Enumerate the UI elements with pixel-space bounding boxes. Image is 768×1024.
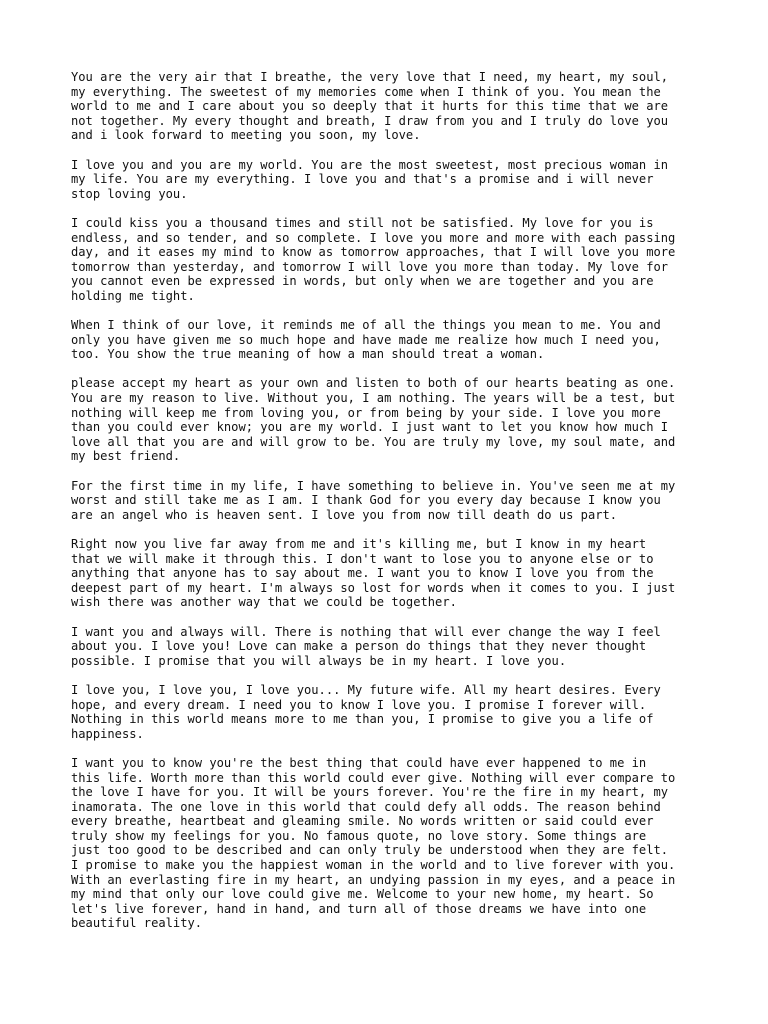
paragraph-6: For the first time in my life, I have something to believe in. You've seen me at my worst and still take me as I am. I thank God for you every day because I know you are an angel who is heaven sent. I love you from now till death do us part. (71, 478, 676, 522)
paragraph-5: please accept my heart as your own and listen to both of our hearts beating as one. You are my reason to live. Without you, I am nothing. The years will be a test, but nothing will keep me from loving you, or from being by your side. I love you more than you could ever know; you are my world. I just want to let you know how much I love all that you are and will grow to be. You are truly my love, my soul mate, and my best friend. (71, 376, 676, 464)
paragraph-3: I could kiss you a thousand times and still not be satisfied. My love for you is endless, and so tender, and so complete. I love you more and more with each passing day, and it eases my mind to know as tomorrow approaches, that I will love you more tomorrow than yesterday, and tomorrow I will love you more than today. My love for you cannot even be expressed in words, but only when we are together and you are holding me tight. (71, 215, 676, 303)
paragraph-9: I love you, I love you, I love you... My future wife. All my heart desires. Every hope, and every dream. I need you to know I love you. I promise I forever will. Nothing in this world means more to me than you, I promise to give you a life of happiness. (71, 682, 661, 741)
paragraph-10: I want you to know you're the best thing that could have ever happened to me in this life. Worth more than this world could ever give. Nothing will ever compare to the love I have for you. It will be yours forever. You're the fire in my heart, my inamorata. The one love in this world that could defy all odds. The reason behind every breathe, heartbeat and gleaming smile. No words written or said could ever truly show my feelings for you. No famous quote, no love story. Some things are just too good to be described and can only truly be understood when they are felt. I promise to make you the happiest woman in the world and to live forever with you. With an everlasting fire in my heart, an undying passion in my eyes, and a peace in my mind that only our love could give me. Welcome to your new home, my heart. So let's live forever, hand in hand, and turn all of those dreams we have into one beautiful reality. (71, 755, 676, 931)
document-page (71, 70, 711, 946)
paragraph-2: I love you and you are my world. You are the most sweetest, most precious woman in my life. You are my everything. I love you and that's a promise and i will never stop loving you. (71, 157, 669, 201)
paragraph-1: You are the very air that I breathe, the very love that I need, my heart, my soul, my everything. The sweetest of my memories come when I think of you. You mean the world to me and I care about you so deeply that it hurts for this time that we are not together. My every thought and breath, I draw from you and I truly do love you and i look forward to meeting you soon, my love. (71, 70, 669, 143)
paragraph-4: When I think of our love, it reminds me of all the things you mean to me. You and only you have given me so much hope and have made me realize how much I need you, too. You show the true meaning of how a man should treat a woman. (71, 318, 661, 362)
paragraph-7: Right now you live far away from me and it's killing me, but I know in my heart that we will make it through this. I don't want to lose you to anyone else or to anything that anyone has to say about me. I want you to know I love you from the deepest part of my heart. I'm always so lost for words when it comes to you. I just wish there was another way that we could be together. (71, 537, 676, 610)
paragraph-8: I want you and always will. There is nothing that will ever change the way I feel about you. I love you! Love can make a person do things that they never thought possible. I promise that you will always be in my heart. I love you. (71, 624, 661, 668)
